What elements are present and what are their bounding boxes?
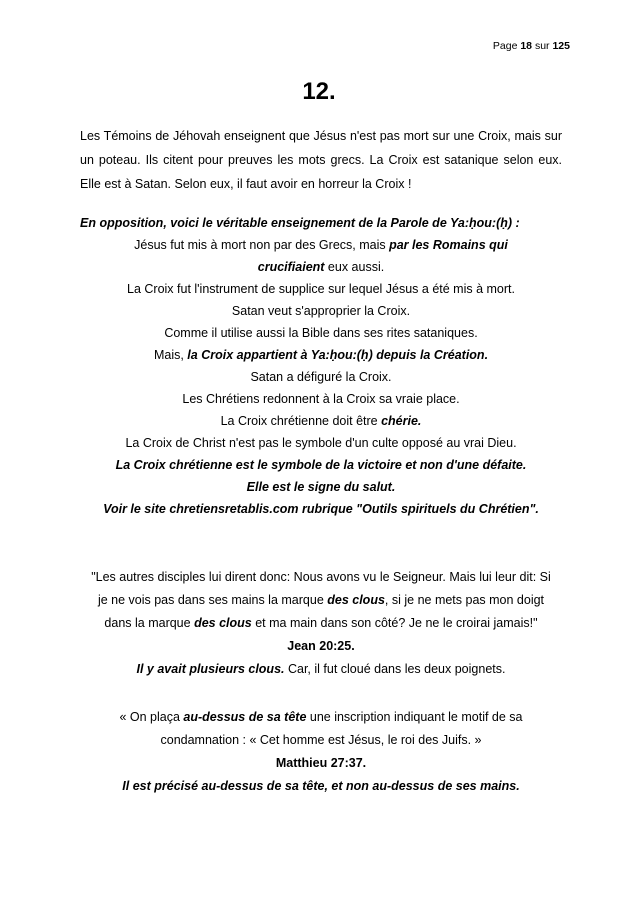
quote-text: et ma main dans son côté? Je ne le croirai jamais!"	[251, 616, 538, 630]
quote-john-line-2	[80, 589, 562, 612]
teaching-emphasis: par les Romains qui	[389, 238, 508, 252]
quote-john	[80, 566, 562, 681]
quote-matthew	[80, 706, 562, 798]
teaching-line-8: Les Chrétiens redonnent à la Croix sa vraie place.	[182, 392, 460, 406]
quote-text: « On plaça	[119, 710, 184, 724]
teaching-emphasis: la Croix appartient à Ya:ḥou:(ḥ) depuis la Création.	[187, 348, 489, 362]
quote-text: une inscription indiquant le motif de sa	[306, 710, 523, 724]
quote-matthew-line-2: condamnation : « Cet homme est Jésus, le roi des Juifs. »	[160, 733, 482, 747]
quote-john-line-1: "Les autres disciples lui dirent donc: Nous avons vu le Seigneur. Mais lui leur dit: Si	[91, 570, 551, 584]
teaching-line-13: Voir le site chretiensretablis.com rubrique "Outils spirituels du Chrétien".	[103, 502, 539, 516]
quote-emphasis: des clous	[327, 593, 385, 607]
teaching-line-6	[80, 344, 562, 366]
teaching-line-5: Comme il utilise aussi la Bible dans ses rites sataniques.	[164, 326, 478, 340]
quote-emphasis: au-dessus de sa tête	[183, 710, 307, 724]
teaching-emphasis: crucifiaient	[257, 260, 325, 274]
teaching-line-12: Elle est le signe du salut.	[246, 480, 396, 494]
quote-emphasis: des clous	[194, 616, 252, 630]
teaching-line-11: La Croix chrétienne est le symbole de la victoire et non d'une défaite.	[115, 458, 527, 472]
teaching-emphasis: chérie.	[381, 414, 422, 428]
opposition-heading: En opposition, voici le véritable enseignement de la Parole de Ya:ḥou:(ḥ) :	[80, 216, 520, 230]
teaching-line-4: Satan veut s'approprier la Croix.	[231, 304, 411, 318]
teaching-section	[80, 212, 562, 520]
page-total: 125	[552, 40, 570, 52]
page-word: Page	[492, 40, 518, 52]
teaching-text: eux aussi.	[324, 260, 385, 274]
page-current: 18	[520, 40, 533, 52]
quote-john-reference: Jean 20:25.	[287, 639, 355, 653]
teaching-line-10: La Croix de Christ n'est pas le symbole d'un culte opposé au vrai Dieu.	[125, 436, 517, 450]
comment-text: Car, il fut cloué dans les deux poignets.	[284, 662, 506, 676]
quote-john-comment	[80, 658, 562, 681]
quote-matthew-line-1	[80, 706, 562, 729]
teaching-text: Jésus fut mis à mort non par des Grecs, mais	[134, 238, 390, 252]
intro-paragraph: Les Témoins de Jéhovah enseignent que Jésus n'est pas mort sur une Croix, mais sur un poteau. Ils citent pour preuves les mots grecs. La Croix est satanique selon eux. Elle est à Satan. Selon eux, il faut avoir en horreur la Croix !	[80, 129, 562, 191]
page-number-header	[493, 40, 570, 52]
page-of-word: sur	[534, 40, 550, 52]
chapter-title: 12.	[302, 78, 336, 105]
teaching-text: La Croix chrétienne doit être	[220, 414, 382, 428]
comment-emphasis: Il y avait plusieurs clous.	[136, 662, 285, 676]
quote-matthew-comment: Il est précisé au-dessus de sa tête, et non au-dessus de ses mains.	[122, 779, 520, 793]
teaching-line-9	[80, 410, 562, 432]
teaching-line-7: Satan a défiguré la Croix.	[250, 370, 392, 384]
quote-text: dans la marque	[104, 616, 195, 630]
teaching-line-1	[80, 234, 562, 278]
teaching-line-3: La Croix fut l'instrument de supplice sur lequel Jésus a été mis à mort.	[127, 282, 515, 296]
quote-text: je ne vois pas dans ses mains la marque	[97, 593, 328, 607]
quote-john-line-3	[80, 612, 562, 635]
teaching-text: Mais,	[153, 348, 188, 362]
quote-text: , si je ne mets pas mon doigt	[384, 593, 545, 607]
quote-matthew-reference: Matthieu 27:37.	[275, 756, 367, 770]
